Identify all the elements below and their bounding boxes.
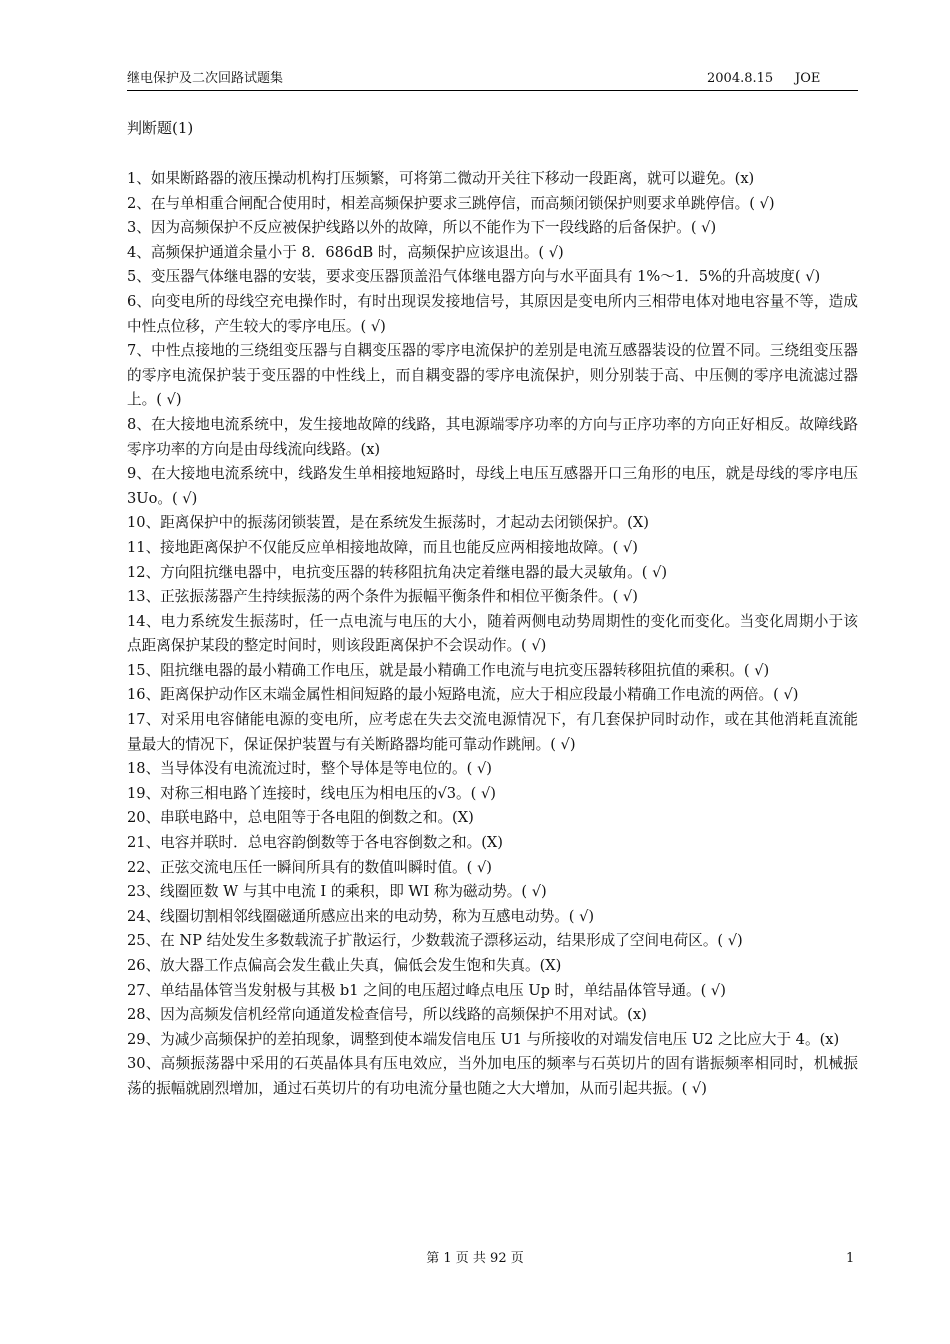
document-date: 2004.8.15 [707, 71, 774, 86]
question-item: 14、电力系统发生振荡时，任一点电流与电压的大小，随着两侧电动势周期性的变化而变化。当变化周期小于该点距离保护某段的整定时间时，则该段距离保护不会误动作。( √) [127, 612, 858, 655]
question-item: 16、距离保护动作区末端金属性相间短路的最小短路电流，应大于相应段最小精确工作电流的两倍。( √) [127, 686, 799, 704]
question-list [127, 167, 858, 1102]
question-item: 3、因为高频保护不反应被保护线路以外的故障，所以不能作为下一段线路的后备保护。( √) [127, 219, 717, 237]
question-item: 11、接地距离保护不仅能反应单相接地故障，而且也能反应两相接地故障。( √) [127, 538, 638, 556]
question-item: 20、串联电路中，总电阻等于各电阻的倒数之和。(X) [127, 809, 474, 827]
page-header [127, 70, 858, 91]
question-item: 30、高频振荡器中采用的石英晶体具有压电效应，当外加电压的频率与石英切片的固有谐振频率相同时，机械振荡的振幅就剧烈增加，通过石英切片的有功电流分量也随之大大增加，从而引起共振。( √) [127, 1055, 858, 1097]
section-title: 判断题(1) [127, 119, 194, 137]
page-footer-info: 第 1 页 共 92 页 [426, 1251, 524, 1266]
question-item: 12、方向阻抗继电器中，电抗变压器的转移阻抗角决定着继电器的最大灵敏角。( √) [127, 563, 668, 581]
document-author: JOE [795, 71, 821, 86]
question-item: 21、电容并联时．总电容韵倒数等于各电容倒数之和。(X) [127, 834, 504, 852]
question-item: 13、正弦振荡器产生持续振荡的两个条件为振幅平衡条件和相位平衡条件。( √) [127, 588, 638, 606]
page-number: 1 [846, 1251, 855, 1266]
question-item: 24、线圈切割相邻线圈磁通所感应出来的电动势，称为互感电动势。( √) [127, 907, 595, 925]
question-item: 26、放大器工作点偏高会发生截止失真，偏低会发生饱和失真。(X) [127, 957, 562, 974]
question-item: 8、在大接地电流系统中，发生接地故障的线路，其电源端零序功率的方向与正序功率的方向正好相反。故障线路零序功率的方向是由母线流向线路。(x) [127, 415, 858, 458]
question-item: 23、线圈匝数 W 与其中电流 I 的乘积，即 WI 称为磁动势。( √) [127, 883, 547, 901]
question-item: 4、高频保护通道余量小于 8．686dB 时，高频保护应该退出。( √) [127, 243, 564, 261]
question-item: 9、在大接地电流系统中，线路发生单相接地短路时，母线上电压互感器开口三角形的电压，就是母线的零序电压 3Uo。( √) [127, 465, 858, 507]
document-title: 继电保护及二次回路试题集 [127, 71, 284, 86]
question-item: 18、当导体没有电流流过时，整个导体是等电位的。( √) [127, 760, 492, 778]
question-item: 25、在 NP 结处发生多数载流子扩散运行，少数载流子漂移运动，结果形成了空间电荷区。( √) [127, 932, 743, 950]
question-item: 10、距离保护中的振荡闭锁装置，是在系统发生振荡时，才起动去闭锁保护。(X) [127, 514, 649, 532]
question-item: 2、在与单相重合闸配合使用时，相差高频保护要求三跳停信，而高频闭锁保护则要求单跳停信。( √) [127, 194, 775, 212]
question-item: 17、对采用电容储能电源的变电所，应考虑在失去交流电源情况下，有几套保护同时动作，或在其他消耗直流能量最大的情况下，保证保护装置与有关断路器均能可靠动作跳闸。( √) [127, 711, 858, 753]
question-item: 15、阻抗继电器的最小精确工作电压，就是最小精确工作电流与电抗变压器转移阻抗值的乘积。( √) [127, 661, 770, 679]
question-item: 5、变压器气体继电器的安装，要求变压器顶盖沿气体继电器方向与水平面具有 1%～1．5%的升高坡度( √) [127, 268, 821, 286]
question-item: 28、因为高频发信机经常向通道发检查信号，所以线路的高频保护不用对试。(x) [127, 1006, 647, 1024]
question-item: 29、为减少高频保护的差拍现象，调整到使本端发信电压 U1 与所接收的对端发信电压 U2 之比应大于 4。(x) [127, 1030, 840, 1048]
question-item: 1、如果断路器的液压操动机构打压频繁，可将第二微动开关往下移动一段距离，就可以避免。(x) [127, 170, 755, 187]
question-item: 7、中性点接地的三绕组变压器与自耦变压器的零序电流保护的差别是电流互感器装设的位置不同。三绕组变压器的零序电流保护装于变压器的中性线上，而自耦变器的零序电流保护，则分别装于高、中压侧的零序电流滤过器上。( √) [127, 342, 858, 409]
question-item: 19、对称三相电路丫连接时，线电压为相电压的√3。( √) [127, 784, 496, 802]
question-item: 27、单结晶体管当发射极与其极 b1 之间的电压超过峰点电压 Up 时，单结晶体管导通。( √) [127, 981, 726, 999]
question-item: 22、正弦交流电压任一瞬间所具有的数值叫瞬时值。( √) [127, 858, 492, 876]
question-item: 6、向变电所的母线空充电操作时，有时出现误发接地信号，其原因是变电所内三相带电体对地电容量不等，造成中性点位移，产生较大的零序电压。( √) [127, 292, 858, 335]
